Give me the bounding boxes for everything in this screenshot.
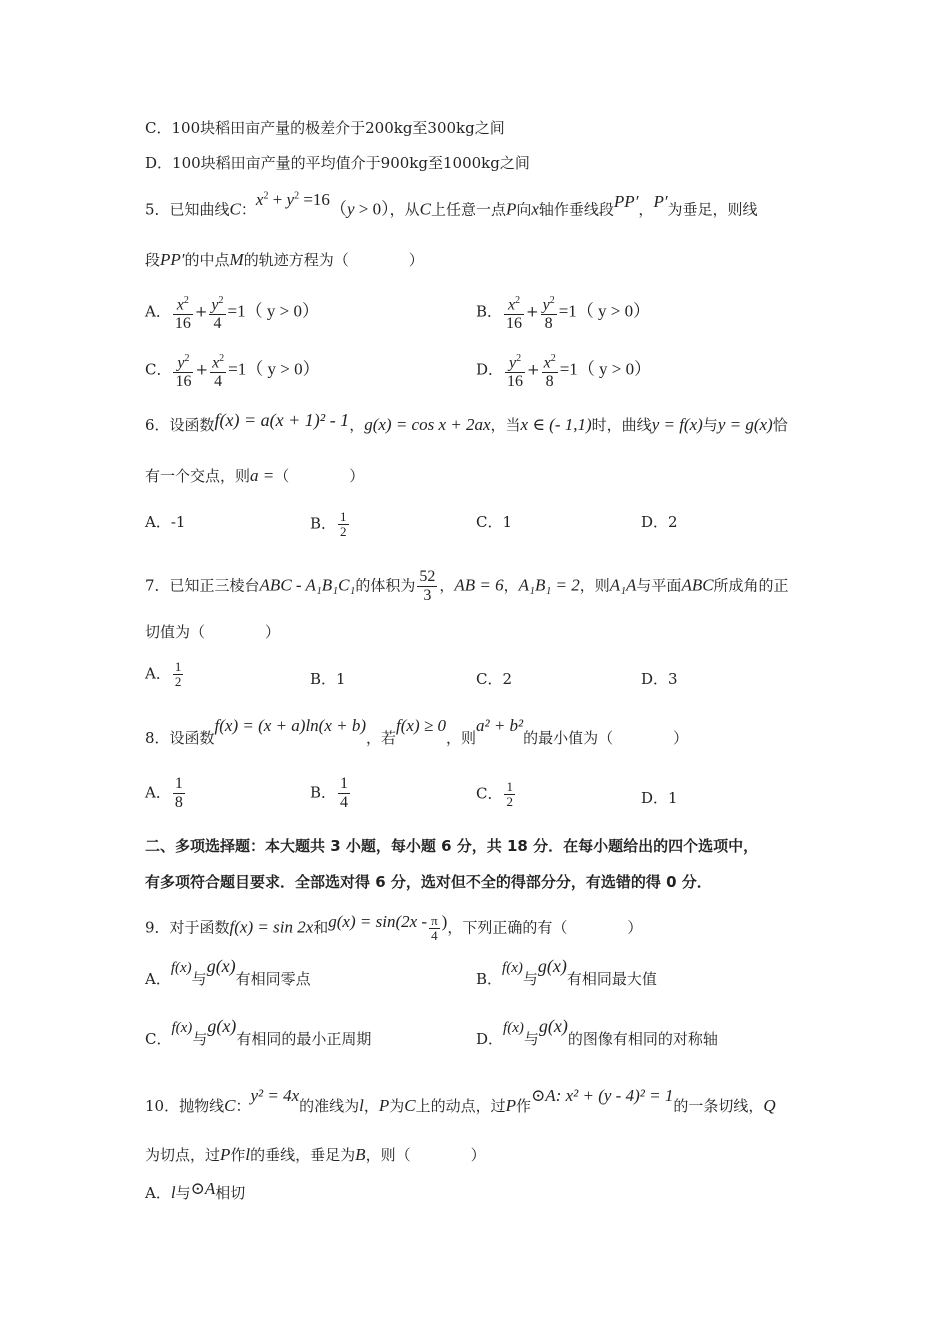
q4-option-d: D．100块稻田亩产量的平均值介于900kg至1000kg之间 bbox=[145, 154, 530, 172]
q4-option-c: C．100块稻田亩产量的极差介于200kg至300kg之间 bbox=[145, 119, 505, 137]
q6-option-d: D．2 bbox=[641, 513, 678, 531]
q5-condition: （y > 0） bbox=[329, 199, 390, 219]
q5-stem-line2: 段PP′的中点M的轨迹方程为（ ） bbox=[145, 250, 424, 269]
q8-option-d: D．1 bbox=[641, 789, 678, 807]
section2-heading-line2: 有多项符合题目要求．全部选对得 6 分，选对但不全的得部分分，有选错的得 0 分． bbox=[145, 873, 712, 891]
q9-option-b: B．f(x)与g(x)有相同最大值 bbox=[476, 956, 657, 988]
q5-option-d: D． $\frac{y^2}{16}$ + $\frac{x^2}{8}$ =1（ y > 0） bbox=[476, 350, 651, 391]
q6-stem-line2: 有一个交点，则a =（ ） bbox=[145, 466, 365, 485]
q6-option-b: B． $\frac{1}{2}$ bbox=[310, 509, 347, 539]
section2-heading-line1: 二、多项选择题：本大题共 3 小题，每小题 6 分，共 18 分．在每小题给出的四个选项中， bbox=[145, 837, 759, 855]
q5-curve-equation: $x^2 + y^2 =16$ bbox=[255, 189, 330, 209]
q5-option-a: A． $\frac{x^2}{16}$ + $\frac{y^2}{4}$ =1（ y > 0） bbox=[145, 292, 319, 333]
q8-option-c: C． $\frac{1}{2}$ bbox=[476, 779, 513, 809]
q7-stem-line1: 7．已知正三棱台ABC - A₁B₁C₁的体积为 $\frac{52}{3}$ ，AB = 6，A₁B₁ = 2，则A₁A与平面ABC所成角的正 bbox=[145, 568, 789, 604]
q9-option-c: C．f(x)与g(x)有相同的最小正周期 bbox=[145, 1016, 372, 1048]
q10-stem-line1: 10．抛物线C：y² = 4x的准线为l，P为C上的动点，过P作⊙A: x² + (y - 4)² = 1的一条切线，Q bbox=[145, 1086, 776, 1115]
q7-option-d: D．3 bbox=[641, 670, 678, 688]
q8-option-b: B． $\frac{1}{4}$ bbox=[310, 775, 349, 811]
q5-stem-line1: 5．已知曲线C：$x^2 + y^2 =16(y > 0)$，从C上任意一点P向x轴作垂线段PP′，P′为垂足，则线 bbox=[145, 189, 758, 219]
q8-stem: 8．设函数f(x) = (x + a)ln(x + b)，若f(x) ≥ 0，则a² + b²的最小值为（ ） bbox=[145, 716, 689, 747]
q10-stem-line2: 为切点，过P作l的垂线，垂足为B，则（ ） bbox=[145, 1145, 486, 1164]
q7-option-c: C．2 bbox=[476, 670, 513, 688]
q7-stem-line2: 切值为（ ） bbox=[145, 623, 281, 641]
q10-option-a: A．l与⊙A相切 bbox=[145, 1179, 246, 1202]
q7-option-a: A． $\frac{1}{2}$ bbox=[145, 659, 182, 689]
q5-option-b: B． $\frac{x^2}{16}$ + $\frac{y^2}{8}$ =1（ y > 0） bbox=[476, 292, 650, 333]
q6-option-c: C．1 bbox=[476, 513, 513, 531]
q6-option-a: A．-1 bbox=[145, 513, 186, 531]
q6-stem-line1: 6．设函数f(x) = a(x + 1)² - 1，g(x) = cos x + 2ax，当x ∈ (- 1,1)时，曲线y = f(x)与y = g(x)恰 bbox=[145, 410, 788, 434]
q9-option-d: D．f(x)与g(x)的图像有相同的对称轴 bbox=[476, 1016, 718, 1048]
q7-option-b: B．1 bbox=[310, 670, 346, 688]
q9-option-a: A．f(x)与g(x)有相同零点 bbox=[145, 956, 311, 988]
q5-option-c: C． $\frac{y^2}{16}$ + $\frac{x^2}{4}$ =1（ y > 0） bbox=[145, 350, 320, 391]
q9-stem: 9．对于函数f(x) = sin 2x和g(x) = sin(2x - $\frac{\pi}{4}$ )，下列正确的有（ ） bbox=[145, 911, 643, 943]
q8-option-a: A． $\frac{1}{8}$ bbox=[145, 775, 183, 811]
